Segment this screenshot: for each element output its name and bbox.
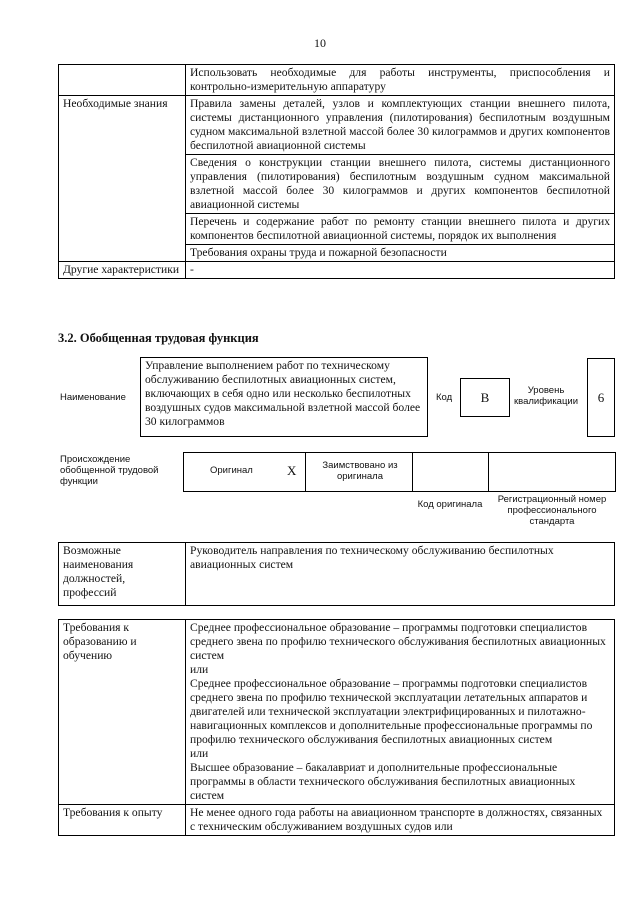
row-label: Необходимые знания: [59, 96, 186, 262]
requirements-table: [58, 619, 615, 836]
table-row: [59, 805, 615, 836]
page-number: 10: [314, 36, 326, 50]
row-value: Руководитель направления по техническому обслуживанию беспилотных авиационных систем: [186, 543, 615, 606]
level-label: Уровень квалификации: [513, 385, 579, 407]
table-row: [59, 620, 615, 805]
education-line: или: [190, 663, 209, 676]
row-label: Другие характеристики: [59, 262, 186, 279]
row-label: [59, 65, 186, 96]
skills-table: [58, 64, 615, 279]
original-mark: X: [287, 463, 297, 478]
origin-divider: [488, 452, 489, 491]
row-value: Использовать необходимые для работы инструменты, приспособления и контрольно-измерительную аппаратуру: [186, 65, 615, 96]
row-label: Возможные наименования должностей, профессий: [59, 543, 186, 606]
row-label: Требования к образованию и обучению: [59, 620, 186, 805]
name-label: Наименование: [60, 392, 126, 403]
table-row: [59, 262, 615, 279]
row-label: Требования к опыту: [59, 805, 186, 836]
section-title: 3.2. Обобщенная трудовая функция: [58, 331, 259, 345]
code-value: В: [460, 378, 510, 417]
education-line: или: [190, 747, 209, 760]
table-row: [59, 96, 615, 155]
name-value: Управление выполнением работ по техническому обслуживанию беспилотных авиационных систем, включающих в себя одно или несколько беспилотных воздушных судов максимальной взлетной массой более 30 килограммов: [140, 357, 428, 437]
positions-table: [58, 542, 615, 606]
origin-divider: [412, 452, 413, 491]
education-line: Среднее профессиональное образование – программы подготовки специалистов среднего звена по профилю технической эксплуатации летательных аппаратов и двигателей или технической эксплуатации электрифицированных и пилотажно-навигационных комплексов и дополнительные профессиональные программы по профилю технического обслуживания беспилотных авиационных систем: [190, 677, 593, 746]
row-value: Правила замены деталей, узлов и комплектующих станции внешнего пилота, системы дистанционного управления (пилотирования) беспилотным воздушным судном максимальной взлетной массой более 30 килограммов и других компонентов беспилотной авиационной системы: [186, 96, 615, 155]
origin-label: Происхождение обобщенной трудовой функции: [60, 454, 159, 487]
education-line: Высшее образование – бакалавриат и дополнительные профессиональные программы в области технического обслуживания беспилотных авиационных систем: [190, 761, 576, 802]
original-label: Оригинал: [210, 465, 253, 476]
borrowed-label: Заимствовано из оригинала: [322, 460, 398, 482]
table-row: [59, 543, 615, 606]
reg-number-caption: Регистрационный номер профессионального стандарта: [497, 493, 607, 527]
row-value: -: [186, 262, 615, 279]
row-value: [186, 620, 615, 805]
code-original-caption: Код оригинала: [417, 498, 483, 510]
table-row: [59, 65, 615, 96]
origin-divider: [305, 452, 306, 491]
row-value: Требования охраны труда и пожарной безопасности: [186, 245, 615, 262]
education-line: Среднее профессиональное образование – программы подготовки специалистов среднего звена по профилю технического обслуживания беспилотных авиационных систем: [190, 621, 606, 662]
row-value: Сведения о конструкции станции внешнего пилота, системы дистанционного управления (пилотирования) беспилотным воздушным судном максимальной взлетной массой более 30 килограммов и других компонентов беспилотной авиационной системы: [186, 155, 615, 214]
row-value: Не менее одного года работы на авиационном транспорте в должностях, связанных с техническим обслуживанием воздушных судов или: [186, 805, 615, 836]
row-value: Перечень и содержание работ по ремонту станции внешнего пилота и других компонентов беспилотной авиационной системы, порядок их выполнения: [186, 214, 615, 245]
code-label: Код: [436, 392, 453, 403]
level-value: 6: [587, 358, 615, 437]
